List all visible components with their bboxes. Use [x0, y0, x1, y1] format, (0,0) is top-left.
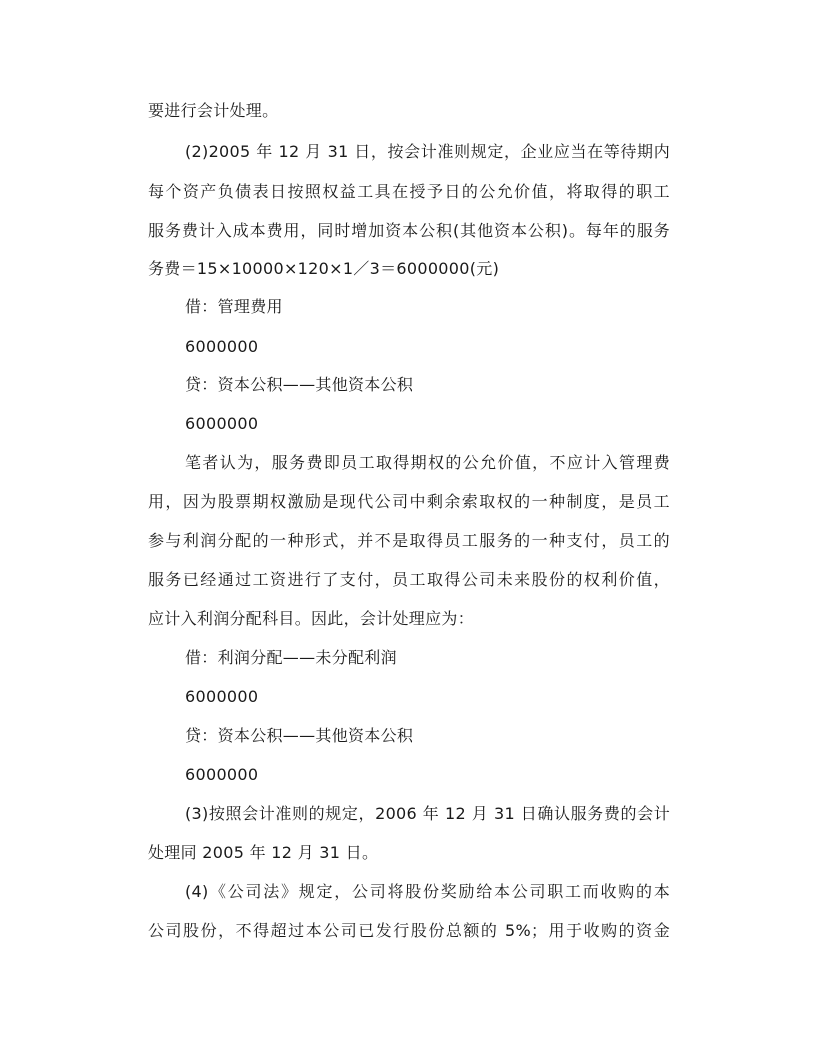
- text-line: (2)2005 年 12 月 31 日，按会计准则规定，企业应当在等待期内: [185, 142, 670, 161]
- text-line: (4)《公司法》规定，公司将股份奖励给本公司职工而收购的本: [185, 882, 670, 901]
- text-line: (3)按照会计准则的规定，2006 年 12 月 31 日确认服务费的会计: [185, 804, 670, 823]
- text-line: 6000000: [185, 414, 259, 433]
- text-line: 6000000: [185, 337, 259, 356]
- text-line: 贷：资本公积——其他资本公积: [185, 726, 414, 745]
- text-line: 服务已经通过工资进行了支付，员工取得公司未来股份的权利价值，: [148, 570, 670, 589]
- text-line: 笔者认为，服务费即员工取得期权的公允价值，不应计入管理费: [185, 453, 670, 472]
- text-line: 贷：资本公积——其他资本公积: [185, 375, 414, 394]
- text-line: 每个资产负债表日按照权益工具在授予日的公允价值，将取得的职工: [148, 182, 670, 201]
- text-line: 应计入利润分配科目。因此，会计处理应为：: [148, 609, 475, 628]
- text-line: 借：管理费用: [185, 297, 283, 316]
- text-line: 公司股份，不得超过本公司已发行股份总额的 5%；用于收购的资金: [148, 921, 670, 940]
- text-line: 6000000: [185, 687, 259, 706]
- text-line: 务费＝15×10000×120×1／3＝6000000(元): [148, 259, 500, 278]
- text-line: 借：利润分配——未分配利润: [185, 648, 397, 667]
- text-line: 用，因为股票期权激励是现代公司中剩余索取权的一种制度，是员工: [148, 492, 670, 511]
- text-line: 服务费计入成本费用，同时增加资本公积(其他资本公积)。每年的服务: [148, 221, 670, 240]
- text-line: 参与利润分配的一种形式，并不是取得员工服务的一种支付，员工的: [148, 531, 670, 550]
- text-line: 处理同 2005 年 12 月 31 日。: [148, 843, 379, 862]
- text-line: 要进行会计处理。: [148, 101, 279, 120]
- text-line: 6000000: [185, 765, 259, 784]
